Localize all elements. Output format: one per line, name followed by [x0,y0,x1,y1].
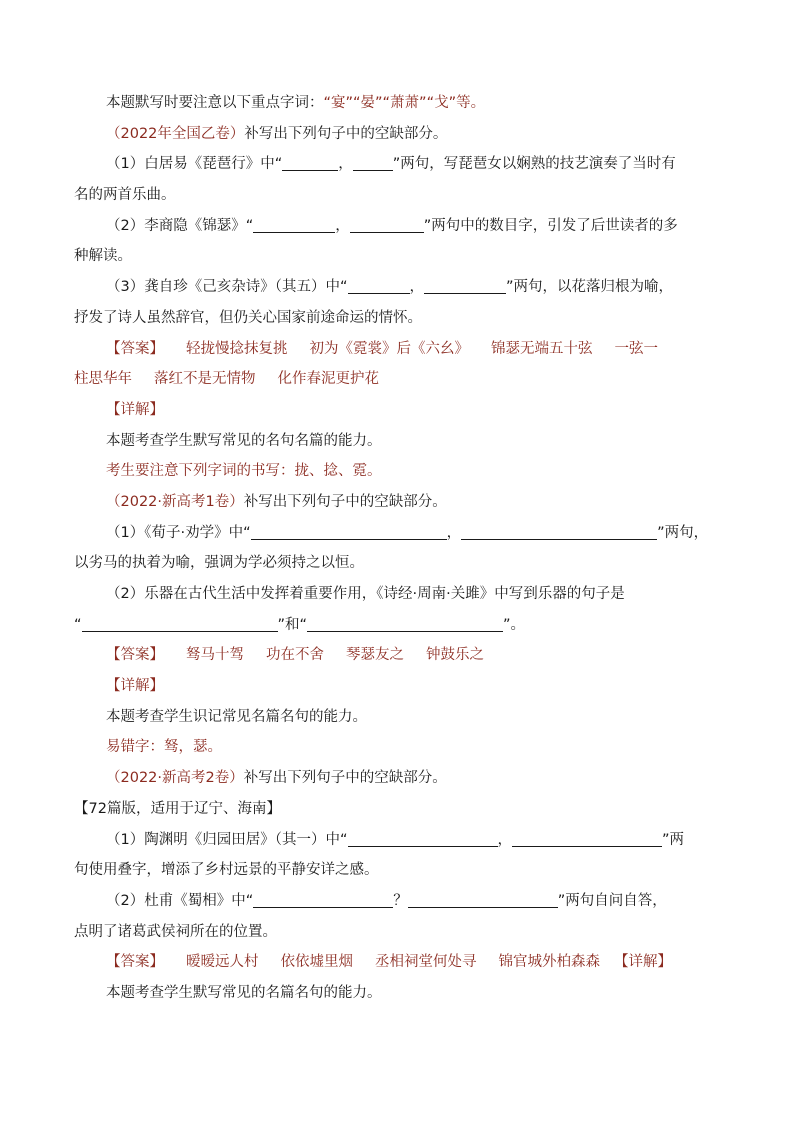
item-text: ”两句，写琵琶女以娴熟的技艺演奏了当时有 [392,156,676,173]
question-header-2022-new1 [74,487,734,518]
item-text: ”两句，以花落归根为喻， [506,279,674,296]
answer-blank [253,214,335,233]
answer-blank [348,275,410,294]
answer-item: 锦瑟无端五十弦 [491,340,593,357]
answer-blank [461,521,657,540]
question-item-1 [74,149,734,180]
detail-note: 考生要注意下列字词的书写：拢、捻、霓。 [106,463,382,480]
answer-blank [424,275,506,294]
answer-item: 轻拢慢捻抹复挑 [186,340,288,357]
answer-label: 【答案】 [106,954,164,971]
detail-text: 本题考查学生识记常见名篇名句的能力。 [106,708,367,725]
question-item-1-cont: 以劣马的执着为喻，强调为学必须持之以恒。 [74,555,364,572]
edition-note: 【72篇版，适用于辽宁、海南】 [74,800,281,817]
question-item-1-cont: 句使用叠字，增添了乡村远景的平静安详之感。 [74,862,379,879]
item-text: ， [497,831,512,848]
item-text: （1）《荀子·劝学》中“ [106,524,251,541]
question-header-2022-yi [74,119,734,150]
question-source: （2022·新高考2卷） [106,770,244,787]
item-text: （2）杜甫《蜀相》中“ [106,892,254,909]
answer-item: 落红不是无情物 [154,371,256,388]
answer-item: 初为《霓裳》后《六幺》 [309,340,469,357]
detail-text: 本题考查学生默写常见的名篇名句的能力。 [106,984,382,1001]
answer-label: 【答案】 [106,647,164,664]
answer-item: 依依墟里烟 [280,954,353,971]
question-item-2: （2）乐器在古代生活中发挥着重要作用，《诗经·周南·关雎》中写到乐器的句子是 [106,586,625,602]
question-item-2-cont: 种解读。 [74,248,132,265]
item-text: ”两句自问自答， [557,892,667,909]
item-text: ， [338,156,353,173]
answer-item: 丞相祠堂何处寻 [375,954,477,971]
intro-note [74,88,734,119]
intro-note-words: “宴”“晏”“萧萧”“戈”等。 [323,95,486,111]
answer-item: 一弦一 [614,340,658,357]
item-text: ， [446,524,462,541]
item-text: （2）李商隐《锦瑟》“ [106,217,254,234]
question-item-1 [74,825,734,856]
answer-label: 【答案】 [106,340,164,357]
question-item-2 [74,886,734,917]
item-text: ”和“ [277,616,308,633]
question-item-2-cont: 点明了诸葛武侯祠所在的位置。 [74,923,277,940]
answer-item: 功在不舍 [266,647,324,664]
item-text: ， [335,217,350,234]
question-source: （2022·新高考1卷） [106,493,244,510]
question-item-2-cont [74,610,734,641]
answer-blank [408,889,558,908]
detail-label: 【详解】 [106,678,164,695]
detail-label: 【详解】 [614,954,672,971]
answer-blank [251,521,447,540]
question-instruction: 补写出下列句子中的空缺部分。 [243,770,447,787]
answer-item: 暧暧远人村 [186,954,259,971]
answer-blank [307,613,503,632]
question-item-1-cont: 名的两首乐曲。 [74,187,176,204]
answer-blank [282,152,338,171]
document-page [74,88,734,1009]
answer-blank [253,889,393,908]
answer-line-cont [74,364,734,395]
item-text: ？ [393,892,408,909]
question-header-2022-new2 [74,763,734,794]
answer-line [74,947,734,978]
question-instruction: 补写出下列句子中的空缺部分。 [244,125,448,142]
answer-item: 柱思华年 [74,371,132,388]
question-source: （2022年全国乙卷） [106,125,245,142]
question-item-3 [74,272,734,303]
item-text: （3）龚自珍《己亥杂诗》（其五）中“ [106,279,348,296]
item-text: ， [409,279,424,296]
item-text: （1）陶渊明《归园田居》（其一）中“ [106,831,348,848]
answer-blank [512,828,662,847]
question-item-2 [74,211,734,242]
detail-text: 本题考查学生默写常见的名句名篇的能力。 [106,432,382,449]
answer-item: 钟鼓乐之 [426,647,484,664]
detail-note: 易错字：驽，瑟。 [106,739,222,756]
question-item-3-cont: 抒发了诗人虽然辞官，但仍关心国家前途命运的情怀。 [74,309,422,326]
question-item-1 [74,518,734,549]
answer-item: 琴瑟友之 [346,647,404,664]
answer-item: 驽马十驾 [186,647,244,664]
intro-note-prefix: 本题默写时要注意以下重点字词： [106,95,324,111]
answer-blank [350,214,424,233]
answer-item: 锦官城外柏森森 [498,954,600,971]
item-text: ”两句， [657,524,709,541]
answer-blank [353,152,393,171]
answer-blank [82,613,278,632]
answer-line [74,640,734,671]
item-text: ”两句中的数目字，引发了后世读者的多 [423,217,678,234]
answer-line [74,334,734,365]
answer-blank [348,828,498,847]
item-text: ”两 [662,831,685,848]
item-text: ”。 [503,616,526,633]
answer-item: 化作春泥更护花 [277,371,379,388]
detail-label: 【详解】 [106,401,164,418]
item-text: “ [74,616,82,633]
item-text: （1）白居易《琵琶行》中“ [106,156,283,173]
question-instruction: 补写出下列句子中的空缺部分。 [243,493,447,510]
